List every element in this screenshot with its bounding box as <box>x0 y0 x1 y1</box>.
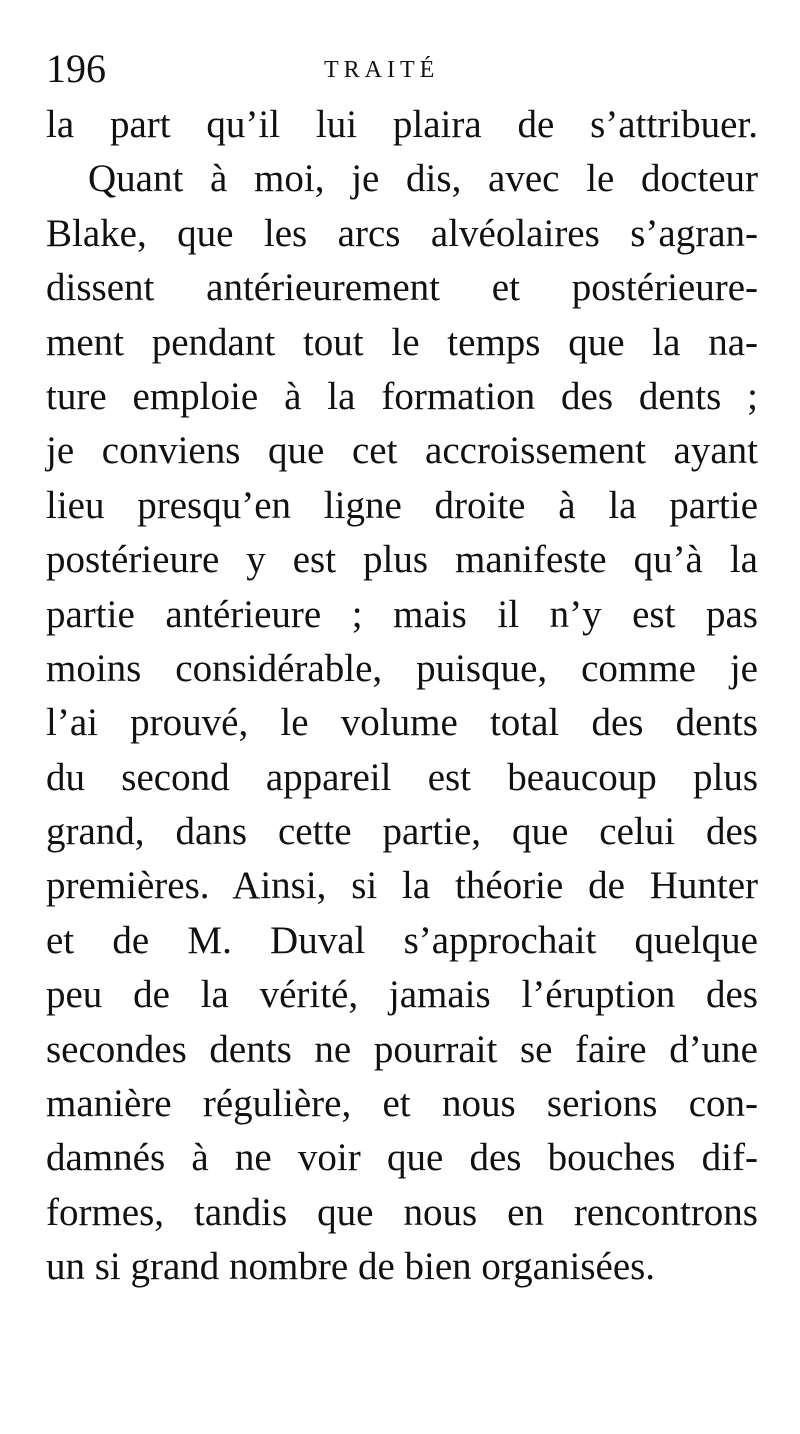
running-title: TRAITÉ <box>324 57 440 83</box>
running-head <box>46 44 766 94</box>
text-line: Blake, que les arcs alvéolaires s’agran- <box>46 211 758 255</box>
text-line: partie antérieure ; mais il n’y est pas <box>46 592 758 636</box>
text-line: secondes dents ne pourrait se faire d’une <box>46 1027 758 1071</box>
text-line: peu de la vérité, jamais l’éruption des <box>46 973 758 1017</box>
text-line: ment pendant tout le temps que la na- <box>46 320 758 364</box>
text-line: ture emploie à la formation des dents ; <box>46 374 758 418</box>
text-line: la part qu’il lui plaira de s’attribuer. <box>46 103 758 146</box>
text-line: l’ai prouvé, le volume total des dents <box>46 701 758 745</box>
text-line: un si grand nombre de bien organisées. <box>46 1245 656 1289</box>
text-line: premières. Ainsi, si la théorie de Hunter <box>46 864 758 908</box>
text-line: moins considérable, puisque, comme je <box>46 646 758 690</box>
text-line: du second appareil est beaucoup plus <box>46 755 758 799</box>
text-line: grand, dans cette partie, que celui des <box>46 810 758 854</box>
text-line: dissent antérieurement et postérieure- <box>46 266 758 310</box>
text-line: je conviens que cet accroissement ayant <box>46 429 758 473</box>
page-number: 196 <box>46 46 106 91</box>
text-line: postérieure y est plus manifeste qu’à la <box>46 538 758 582</box>
text-line: Quant à moi, je dis, avec le docteur <box>88 157 758 201</box>
text-line: formes, tandis que nous en rencontrons <box>46 1190 758 1234</box>
text-line: et de M. Duval s’approchait quelque <box>46 918 758 962</box>
text-line: lieu presqu’en ligne droite à la partie <box>46 483 758 527</box>
text-line: damnés à ne voir que des bouches dif- <box>46 1136 758 1180</box>
body-text <box>46 98 758 1295</box>
text-line: manière régulière, et nous serions con- <box>46 1082 758 1126</box>
